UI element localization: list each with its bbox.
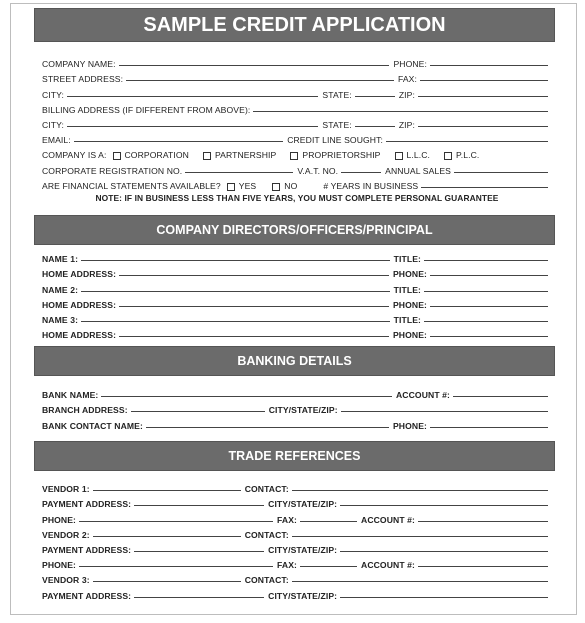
- row-bank-contact: [42, 415, 552, 430]
- financials-yes-checkbox[interactable]: [227, 183, 235, 191]
- home-address2-label: HOME ADDRESS:: [42, 299, 117, 310]
- row-billing-city: [42, 115, 552, 130]
- name3-field[interactable]: [81, 320, 390, 322]
- row-trade-phone2: [42, 555, 552, 570]
- payment-address3-label: PAYMENT ADDRESS:: [42, 590, 132, 601]
- row-home-address2: [42, 295, 552, 310]
- vendor1-label: VENDOR 1:: [42, 484, 90, 495]
- row-street-address: [42, 69, 552, 84]
- bank-phone-field[interactable]: [430, 426, 548, 428]
- credit-application-page: [10, 3, 577, 615]
- registration-field[interactable]: [185, 171, 293, 173]
- director-phone3-field[interactable]: [430, 335, 548, 337]
- vendor3-label: VENDOR 3:: [42, 575, 90, 586]
- street-address-label: STREET ADDRESS:: [42, 74, 124, 85]
- years-label: # YEARS IN BUSINESS: [323, 180, 419, 191]
- financials-label: ARE FINANCIAL STATEMENTS AVAILABLE?: [42, 180, 221, 191]
- billing-address-field[interactable]: [253, 110, 548, 112]
- bank-city-state-zip-field[interactable]: [341, 410, 548, 412]
- home-address2-field[interactable]: [119, 305, 389, 307]
- page-title: SAMPLE CREDIT APPLICATION: [34, 8, 555, 42]
- annual-sales-label: ANNUAL SALES: [385, 165, 451, 176]
- row-city: [42, 84, 552, 99]
- llc-label: L.L.C.: [406, 150, 431, 161]
- financials-no-checkbox[interactable]: [272, 183, 280, 191]
- trade-phone1-field[interactable]: [79, 520, 273, 522]
- trade-city-state-zip3-field[interactable]: [340, 596, 548, 598]
- fax-field[interactable]: [420, 79, 548, 81]
- trade-account2-field[interactable]: [418, 565, 548, 567]
- vendor3-contact-label: CONTACT:: [244, 575, 289, 586]
- vat-field[interactable]: [341, 171, 381, 173]
- trade-account1-label: ACCOUNT #:: [361, 514, 416, 525]
- bank-name-field[interactable]: [101, 395, 392, 397]
- trade-account1-field[interactable]: [418, 520, 548, 522]
- billing-state-field[interactable]: [355, 125, 395, 127]
- plc-checkbox[interactable]: [444, 152, 452, 160]
- row-payment-address3: [42, 585, 552, 600]
- row-trade-phone1: [42, 509, 552, 524]
- title2-field[interactable]: [424, 290, 548, 292]
- vendor3-field[interactable]: [93, 580, 241, 582]
- trade-phone1-label: PHONE:: [42, 514, 77, 525]
- payment-address3-field[interactable]: [134, 596, 264, 598]
- phone-field[interactable]: [430, 64, 548, 66]
- row-vendor1: [42, 479, 552, 494]
- company-name-label: COMPANY NAME:: [42, 59, 116, 70]
- trade-city-state-zip2-field[interactable]: [340, 550, 548, 552]
- director-phone3-label: PHONE:: [392, 330, 427, 341]
- state-field[interactable]: [355, 95, 395, 97]
- name2-field[interactable]: [81, 290, 390, 292]
- email-field[interactable]: [74, 140, 283, 142]
- zip-field[interactable]: [418, 95, 548, 97]
- financials-no-label: NO: [284, 180, 298, 191]
- proprietorship-checkbox[interactable]: [290, 152, 298, 160]
- partnership-label: PARTNERSHIP: [214, 150, 277, 161]
- title1-field[interactable]: [424, 259, 548, 261]
- registration-label: CORPORATE REGISTRATION NO.: [42, 165, 183, 176]
- row-company-name: [42, 54, 552, 69]
- state-label: STATE:: [322, 89, 352, 100]
- banking-section: [42, 385, 552, 431]
- plc-label: P.L.C.: [456, 150, 480, 161]
- title3-field[interactable]: [424, 320, 548, 322]
- row-company-type: [42, 145, 552, 160]
- row-payment-address1: [42, 494, 552, 509]
- city-field[interactable]: [67, 95, 318, 97]
- title1-label: TITLE:: [393, 254, 421, 265]
- directors-section: [42, 249, 552, 340]
- trade-fax1-field[interactable]: [300, 520, 357, 522]
- zip-label: ZIP:: [398, 89, 415, 100]
- billing-state-label: STATE:: [322, 119, 352, 130]
- corporation-label: CORPORATION: [124, 150, 189, 161]
- credit-line-label: CREDIT LINE SOUGHT:: [287, 135, 383, 146]
- llc-checkbox[interactable]: [395, 152, 403, 160]
- row-payment-address2: [42, 540, 552, 555]
- email-label: EMAIL:: [42, 135, 71, 146]
- corporation-checkbox[interactable]: [113, 152, 121, 160]
- annual-sales-field[interactable]: [454, 171, 548, 173]
- bank-account-label: ACCOUNT #:: [396, 390, 450, 401]
- row-registration: [42, 160, 552, 175]
- vendor2-contact-label: CONTACT:: [244, 529, 289, 540]
- bank-name-label: BANK NAME:: [42, 390, 99, 401]
- row-name3: [42, 310, 552, 325]
- row-name2: [42, 279, 552, 294]
- row-home-address3: [42, 325, 552, 340]
- trade-city-state-zip3-label: CITY/STATE/ZIP:: [268, 590, 338, 601]
- bank-contact-field[interactable]: [146, 426, 389, 428]
- payment-address1-field[interactable]: [134, 504, 264, 506]
- row-home-address1: [42, 264, 552, 279]
- bank-contact-label: BANK CONTACT NAME:: [42, 420, 143, 431]
- directors-heading: COMPANY DIRECTORS/OFFICERS/PRINCIPAL: [34, 215, 555, 245]
- row-vendor2: [42, 525, 552, 540]
- branch-address-field[interactable]: [131, 410, 265, 412]
- trade-city-state-zip1-field[interactable]: [340, 504, 548, 506]
- billing-address-label: BILLING ADDRESS (IF DIFFERENT FROM ABOVE):: [42, 104, 251, 115]
- trade-phone2-field[interactable]: [79, 565, 273, 567]
- vat-label: V.A.T. NO.: [297, 165, 339, 176]
- company-info-section: [42, 54, 552, 205]
- billing-city-field[interactable]: [67, 125, 318, 127]
- name3-label: NAME 3:: [42, 314, 79, 325]
- home-address3-label: HOME ADDRESS:: [42, 330, 117, 341]
- home-address1-field[interactable]: [119, 274, 389, 276]
- guarantee-note: NOTE: IF IN BUSINESS LESS THAN FIVE YEARS, YOU MUST COMPLETE PERSONAL GUARANTEE: [95, 192, 499, 203]
- row-financials: [42, 176, 552, 191]
- company-type-label: COMPANY IS A:: [42, 150, 107, 161]
- vendor1-contact-field[interactable]: [292, 489, 548, 491]
- credit-line-field[interactable]: [386, 140, 548, 142]
- trade-city-state-zip2-label: CITY/STATE/ZIP:: [268, 544, 338, 555]
- phone-label: PHONE:: [393, 59, 427, 70]
- trade-section: [42, 479, 552, 601]
- trade-city-state-zip1-label: CITY/STATE/ZIP:: [268, 499, 338, 510]
- billing-zip-field[interactable]: [418, 125, 548, 127]
- financials-yes-label: YES: [238, 180, 257, 191]
- trade-fax2-label: FAX:: [277, 560, 298, 571]
- partnership-checkbox[interactable]: [203, 152, 211, 160]
- banking-heading: BANKING DETAILS: [34, 346, 555, 376]
- vendor1-contact-label: CONTACT:: [244, 484, 289, 495]
- name1-label: NAME 1:: [42, 254, 79, 265]
- company-name-field[interactable]: [119, 64, 390, 66]
- row-branch-address: [42, 400, 552, 415]
- vendor2-label: VENDOR 2:: [42, 529, 90, 540]
- vendor1-field[interactable]: [93, 489, 241, 491]
- bank-phone-label: PHONE:: [392, 420, 427, 431]
- title2-label: TITLE:: [393, 284, 421, 295]
- director-phone2-label: PHONE:: [392, 299, 427, 310]
- home-address1-label: HOME ADDRESS:: [42, 269, 117, 280]
- name2-label: NAME 2:: [42, 284, 79, 295]
- city-label: CITY:: [42, 89, 64, 100]
- name1-field[interactable]: [81, 259, 390, 261]
- fax-label: FAX:: [397, 74, 417, 85]
- billing-zip-label: ZIP:: [398, 119, 415, 130]
- payment-address2-field[interactable]: [134, 550, 264, 552]
- row-billing-address: [42, 100, 552, 115]
- row-vendor3: [42, 570, 552, 585]
- branch-address-label: BRANCH ADDRESS:: [42, 405, 128, 416]
- vendor3-contact-field[interactable]: [292, 580, 548, 582]
- payment-address1-label: PAYMENT ADDRESS:: [42, 499, 132, 510]
- trade-account2-label: ACCOUNT #:: [361, 560, 416, 571]
- trade-fax2-field[interactable]: [300, 565, 357, 567]
- billing-city-label: CITY:: [42, 119, 64, 130]
- street-address-field[interactable]: [126, 79, 394, 81]
- trade-fax1-label: FAX:: [277, 514, 298, 525]
- row-name1: [42, 249, 552, 264]
- director-phone1-field[interactable]: [430, 274, 548, 276]
- payment-address2-label: PAYMENT ADDRESS:: [42, 544, 132, 555]
- trade-phone2-label: PHONE:: [42, 560, 77, 571]
- trade-heading: TRADE REFERENCES: [34, 441, 555, 471]
- row-bank-name: [42, 385, 552, 400]
- proprietorship-label: PROPRIETORSHIP: [302, 150, 381, 161]
- director-phone1-label: PHONE:: [392, 269, 427, 280]
- years-field[interactable]: [421, 186, 548, 188]
- home-address3-field[interactable]: [119, 335, 389, 337]
- vendor2-contact-field[interactable]: [292, 535, 548, 537]
- title3-label: TITLE:: [393, 314, 421, 325]
- vendor2-field[interactable]: [93, 535, 241, 537]
- row-email: [42, 130, 552, 145]
- bank-account-field[interactable]: [453, 395, 548, 397]
- bank-city-state-zip-label: CITY/STATE/ZIP:: [268, 405, 338, 416]
- director-phone2-field[interactable]: [430, 305, 548, 307]
